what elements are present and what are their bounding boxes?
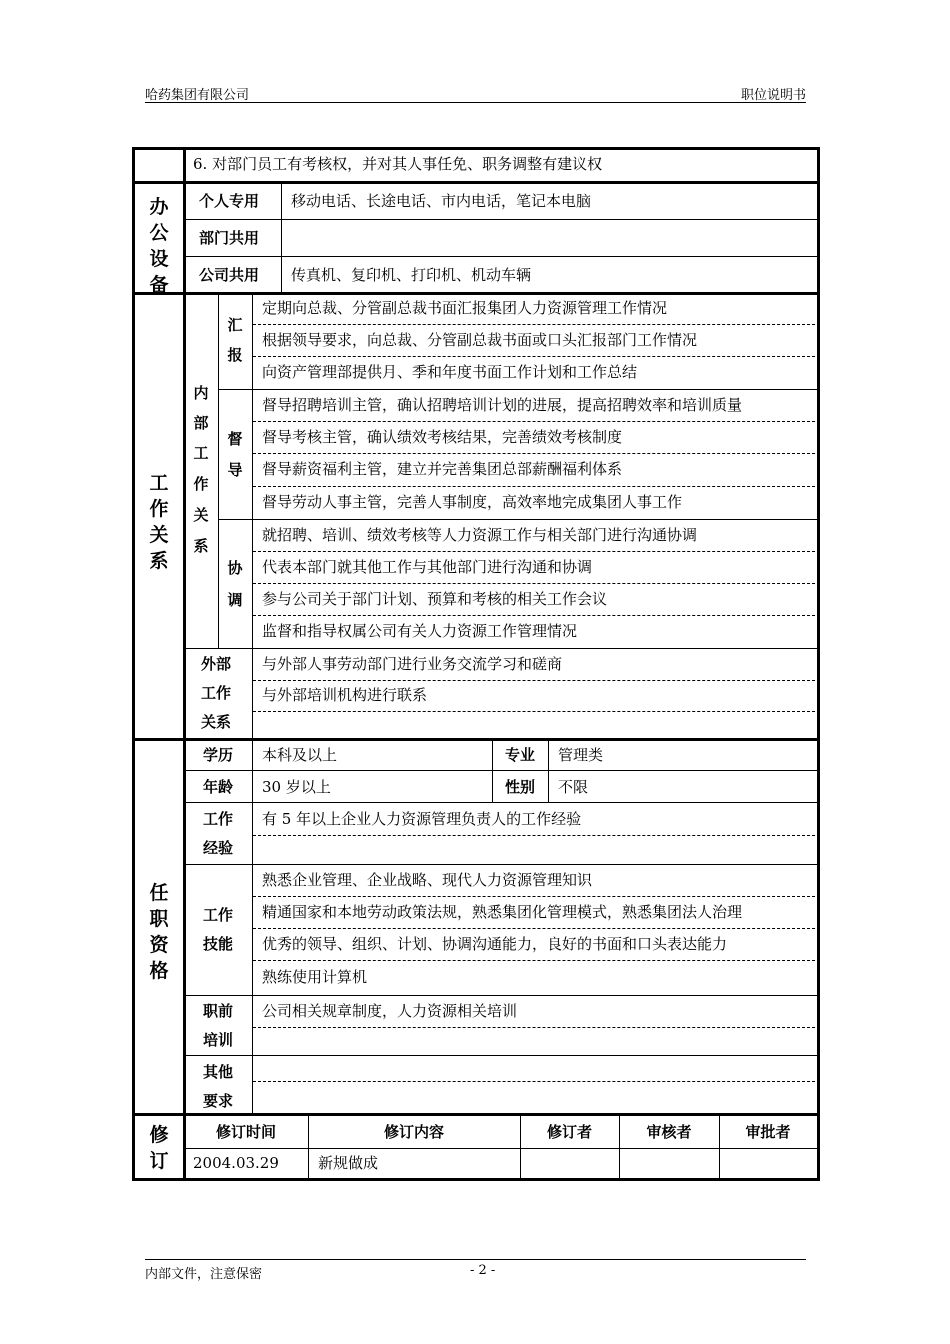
external-item: 与外部培训机构进行联系 [262,686,428,704]
column-divider [252,740,253,1113]
row-divider [184,802,817,803]
section-equipment-char: 办 [149,196,169,218]
coordinate-label-char: 协 [227,559,243,577]
coordinate-item: 监督和指导权属公司有关人力资源工作管理情况 [262,622,578,640]
coordinate-label-char: 调 [227,591,243,609]
supervise-item: 督导招聘培训主管，确认招聘培训计划的进展，提高招聘效率和培训质量 [262,396,743,414]
external-item: 与外部人事劳动部门进行业务交流学习和磋商 [262,655,563,673]
report-label-char: 报 [227,346,243,364]
supervise-item: 督导薪资福利主管，建立并完善集团总部薪酬福利体系 [262,460,623,478]
section-divider [132,292,820,295]
gender-value: 不限 [558,778,589,796]
row-divider [218,389,817,390]
row-divider [184,648,817,649]
column-divider [281,183,282,292]
footer-note: 内部文件，注意保密 [145,1267,263,1282]
skills-label-line: 工作 [203,906,234,924]
section-equipment-char: 公 [149,222,169,244]
experience-value: 有 5 年以上企业人力资源管理负责人的工作经验 [262,810,582,828]
skill-item: 熟悉企业管理、企业战略、现代人力资源管理知识 [262,871,593,889]
skill-item: 熟练使用计算机 [262,968,368,986]
section-qualification-char: 任 [149,882,169,904]
dashed-divider [253,583,815,584]
header-company: 哈药集团有限公司 [145,88,250,103]
row-divider [184,256,817,257]
training-label-line: 职前 [203,1002,234,1020]
report-label-char: 汇 [227,316,243,334]
supervise-label-char: 导 [227,461,243,479]
internal-relations-char: 工 [193,444,209,462]
section-qualification-char: 格 [149,960,169,982]
column-divider [218,294,219,648]
coordinate-item: 代表本部门就其他工作与其他部门进行沟通和协调 [262,558,593,576]
section-revision-char: 修 [149,1124,169,1146]
authority-item-6: 6. 对部门员工有考核权，并对其人事任免、职务调整有建议权 [193,155,603,173]
equipment-company-value: 传真机、复印机、打印机、机动车辆 [291,266,532,284]
supervise-item: 督导劳动人事主管，完善人事制度，高效率地完成集团人事工作 [262,493,683,511]
skills-label-line: 技能 [203,935,234,953]
experience-label-line: 工作 [203,810,234,828]
section-relations-char: 系 [149,550,169,572]
section-qualification-char: 职 [149,908,169,930]
skill-item: 优秀的领导、组织、计划、协调沟通能力，良好的书面和口头表达能力 [262,935,728,953]
section-revision-char: 订 [149,1150,169,1172]
education-label: 学历 [203,746,234,764]
experience-label-line: 经验 [203,839,234,857]
skill-item: 精通国家和本地劳动政策法规，熟悉集团化管理模式，熟悉集团法人治理 [262,903,743,921]
dashed-divider [253,711,815,712]
coordinate-item: 就招聘、培训、绩效考核等人力资源工作与相关部门进行沟通协调 [262,526,698,544]
dashed-divider [253,453,815,454]
section-relations-char: 工 [149,472,169,494]
supervise-label-char: 督 [227,430,243,448]
age-label: 年龄 [203,778,234,796]
equipment-personal-value: 移动电话、长途电话、市内电话，笔记本电脑 [291,192,592,210]
column-divider [183,147,186,1181]
dashed-divider [253,421,815,422]
row-divider [184,995,817,996]
major-value: 管理类 [558,746,604,764]
dashed-divider [253,356,815,357]
internal-relations-char: 关 [193,506,209,524]
major-label: 专业 [505,746,536,764]
section-equipment-char: 备 [149,274,169,296]
dashed-divider [253,835,815,836]
dashed-divider [253,960,815,961]
report-item: 定期向总裁、分管副总裁书面汇报集团人力资源管理工作情况 [262,299,668,317]
revision-header-date: 修订时间 [215,1123,276,1141]
section-divider [132,1113,820,1116]
dashed-divider [253,615,815,616]
supervise-item: 督导考核主管，确认绩效考核结果，完善绩效考核制度 [262,428,623,446]
coordinate-item: 参与公司关于部门计划、预算和考核的相关工作会议 [262,590,608,608]
section-relations-char: 作 [149,498,169,520]
internal-relations-char: 作 [193,475,209,493]
internal-relations-char: 系 [193,537,209,555]
other-label-line: 要求 [203,1092,234,1110]
row-divider [184,219,817,220]
age-value: 30 岁以上 [262,778,331,796]
section-relations-char: 关 [149,524,169,546]
internal-relations-char: 部 [193,414,209,432]
education-value: 本科及以上 [262,746,338,764]
equipment-department-label: 部门共用 [199,229,260,247]
dashed-divider [253,486,815,487]
row-divider [218,519,817,520]
report-item: 向资产管理部提供月、季和年度书面工作计划和工作总结 [262,363,638,381]
external-label-line: 关系 [201,713,232,731]
column-divider [548,740,549,802]
revision-header-reviser: 修订者 [546,1123,592,1141]
gender-label: 性别 [505,778,536,796]
row-divider [184,1148,817,1149]
equipment-company-label: 公司共用 [199,266,260,284]
training-value: 公司相关规章制度，人力资源相关培训 [262,1002,518,1020]
row-divider [184,864,817,865]
dashed-divider [253,551,815,552]
section-qualification-char: 资 [149,934,169,956]
revision-date: 2004.03.29 [193,1154,279,1172]
other-label-line: 其他 [203,1063,234,1081]
training-label-line: 培训 [203,1031,234,1049]
page-number: - 2 - [470,1263,496,1278]
dashed-divider [253,1081,815,1082]
row-divider [184,1055,817,1056]
external-label-line: 工作 [201,684,232,702]
revision-header-approver: 审批者 [745,1123,791,1141]
external-label-line: 外部 [201,655,232,673]
header-doc-type: 职位说明书 [740,88,806,103]
column-divider [252,294,253,738]
footer-rule [145,1259,806,1260]
column-divider [492,740,493,802]
report-item: 根据领导要求，向总裁、分管副总裁书面或口头汇报部门工作情况 [262,331,698,349]
dashed-divider [253,680,815,681]
dashed-divider [253,896,815,897]
section-divider [132,738,820,741]
row-divider [184,770,817,771]
dashed-divider [253,324,815,325]
revision-content: 新规做成 [318,1154,379,1172]
header-rule [145,102,806,103]
revision-header-content: 修订内容 [383,1123,444,1141]
section-equipment-char: 设 [149,248,169,270]
dashed-divider [253,928,815,929]
dashed-divider [253,1027,815,1028]
revision-header-reviewer: 审核者 [646,1123,692,1141]
section-divider [132,181,820,184]
equipment-personal-label: 个人专用 [199,192,260,210]
internal-relations-char: 内 [193,384,209,402]
